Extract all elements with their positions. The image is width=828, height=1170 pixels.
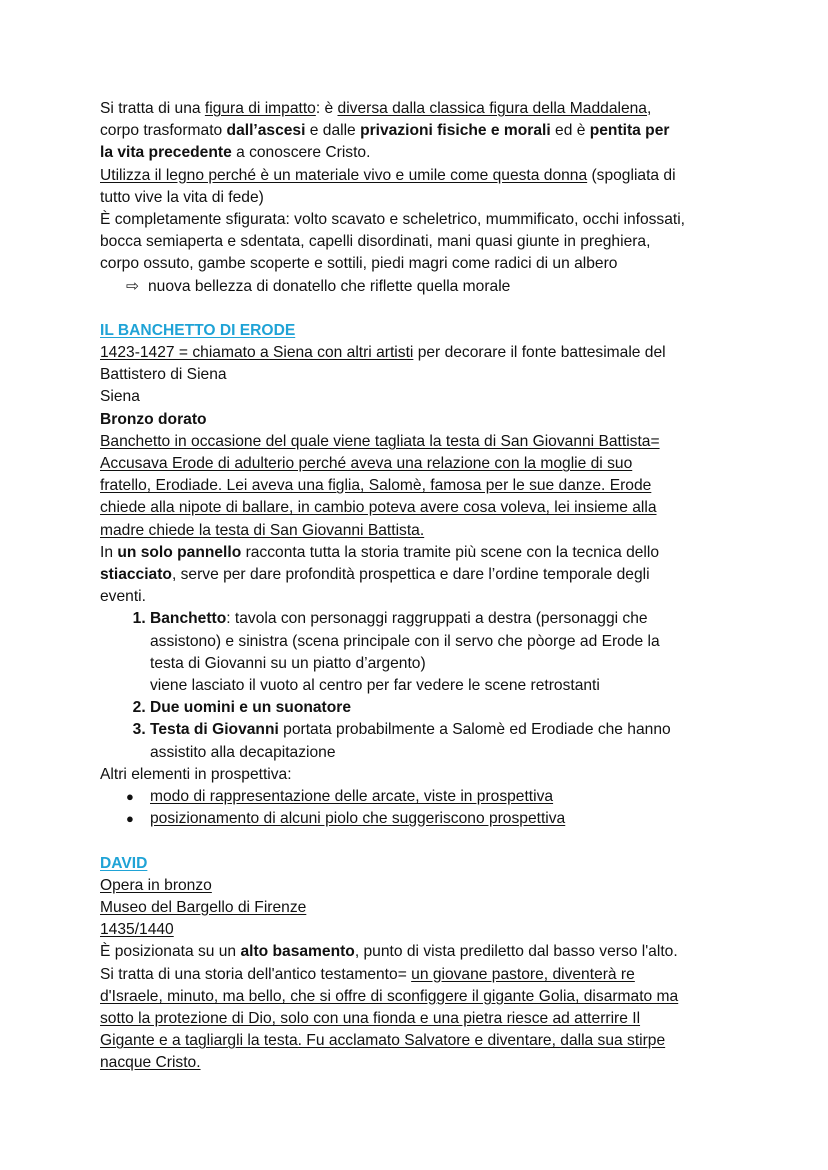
banchetto-para-2: stiacciato, serve per dare profondità prospettica e dare l’ordine temporale degli xyxy=(100,566,650,584)
david-story-line: nacque Cristo. xyxy=(100,1054,201,1072)
david-story-line: d'Israele, minuto, ma bello, che si offre di sconfiggere il gigante Golia, disarmato ma xyxy=(100,987,679,1005)
david-story-line: sotto la protezione di Dio, solo con una fionda e una pietra riesce ad atterrire Il xyxy=(100,1009,641,1027)
david-line-5: Si tratta di una storia dell'antico testamento= un giovane pastore, diventerà re xyxy=(100,965,635,983)
bullet-list xyxy=(100,786,740,830)
intro-line-4: Utilizza il legno perché è un materiale vivo e umile come questa donna (spogliata di xyxy=(100,166,676,184)
banchetto-line-1: 1423-1427 = chiamato a Siena con altri artisti per decorare il fonte battesimale del xyxy=(100,344,666,362)
section-heading-banchetto: IL BANCHETTO DI ERODE xyxy=(100,321,296,339)
david-line-2: Museo del Bargello di Firenze xyxy=(100,898,307,916)
arrow-point: ⇨ nuova bellezza di donatello che riflette quella morale xyxy=(100,276,740,298)
banchetto-story-line: madre chiede la testa di San Giovanni Battista. xyxy=(100,521,425,539)
section-heading-david: DAVID xyxy=(100,854,148,872)
underlined-phrase: figura di impatto xyxy=(204,100,316,117)
banchetto-para-3: eventi. xyxy=(100,588,146,606)
intro-line-7: bocca semiaperta e sdentata, capelli disordinati, mani quasi giunte in preghiera, xyxy=(100,233,651,251)
list-item: 2. Due uomini e un suonatore xyxy=(150,697,740,719)
document-content xyxy=(100,98,740,1075)
intro-line-6: È completamente sfigurata: volto scavato e scheletrico, mummificato, occhi infossati, xyxy=(100,211,686,229)
david-line-1: Opera in bronzo xyxy=(100,876,212,894)
banchetto-material: Bronzo dorato xyxy=(100,410,207,428)
david-story-line: Gigante e a tagliargli la testa. Fu acclamato Salvatore e diventare, dalla sua stirpe xyxy=(100,1032,666,1050)
altri-elementi: Altri elementi in prospettiva: xyxy=(100,765,292,783)
banchetto-story-line: Banchetto in occasione del quale viene tagliata la testa di San Giovanni Battista= xyxy=(100,432,660,450)
intro-line-5: tutto vive la vita di fede) xyxy=(100,188,264,206)
banchetto-story-line: Accusava Erode di adulterio perché aveva una relazione con la moglie di suo xyxy=(100,455,633,473)
intro-line-2: corpo trasformato dall’ascesi e dalle privazioni fisiche e morali ed è pentita per xyxy=(100,122,670,140)
list-item: 1. Banchetto: tavola con personaggi raggruppati a destra (personaggi che assistono) e sinistra (scena principale con il servo che pòorge ad Erode la testa di Giovanni su un piatto d’argento) viene lasciato il vuoto al centro per far vedere le scene retrostanti xyxy=(150,608,740,697)
list-item: 3. Testa di Giovanni portata probabilmente a Salomè ed Erodiade che hanno assistito alla decapitazione xyxy=(150,719,740,763)
numbered-list xyxy=(100,608,740,763)
underlined-phrase: diversa dalla classica figura della Maddalena xyxy=(337,100,647,117)
intro-line-3: la vita precedente a conoscere Cristo. xyxy=(100,144,371,162)
banchetto-line-3: Siena xyxy=(100,388,140,406)
list-item: ● posizionamento di alcuni piolo che suggeriscono prospettiva xyxy=(150,808,740,830)
list-item: ● modo di rappresentazione delle arcate, viste in prospettiva xyxy=(150,786,740,808)
banchetto-story-line: fratello, Erodiade. Lei aveva una figlia, Salomè, famosa per le sue danze. Erode xyxy=(100,477,652,495)
intro-line-8: corpo ossuto, gambe scoperte e sottili, piedi magri come radici di un albero xyxy=(100,255,618,273)
bullet-icon: ● xyxy=(126,811,134,827)
banchetto-story-line: chiede alla nipote di ballare, in cambio poteva avere cosa voleva, lei insieme alla xyxy=(100,499,657,517)
banchetto-para-1: In un solo pannello racconta tutta la storia tramite più scene con la tecnica dello xyxy=(100,543,660,561)
bullet-icon: ● xyxy=(126,789,134,805)
intro-line-1: Si tratta di una figura di impatto: è diversa dalla classica figura della Maddalena, xyxy=(100,100,652,117)
arrow-right-icon: ⇨ xyxy=(126,277,140,295)
david-line-3: 1435/1440 xyxy=(100,921,174,939)
david-line-4: È posizionata su un alto basamento, punto di vista prediletto dal basso verso l'alto. xyxy=(100,943,678,961)
banchetto-line-2: Battistero di Siena xyxy=(100,366,227,384)
